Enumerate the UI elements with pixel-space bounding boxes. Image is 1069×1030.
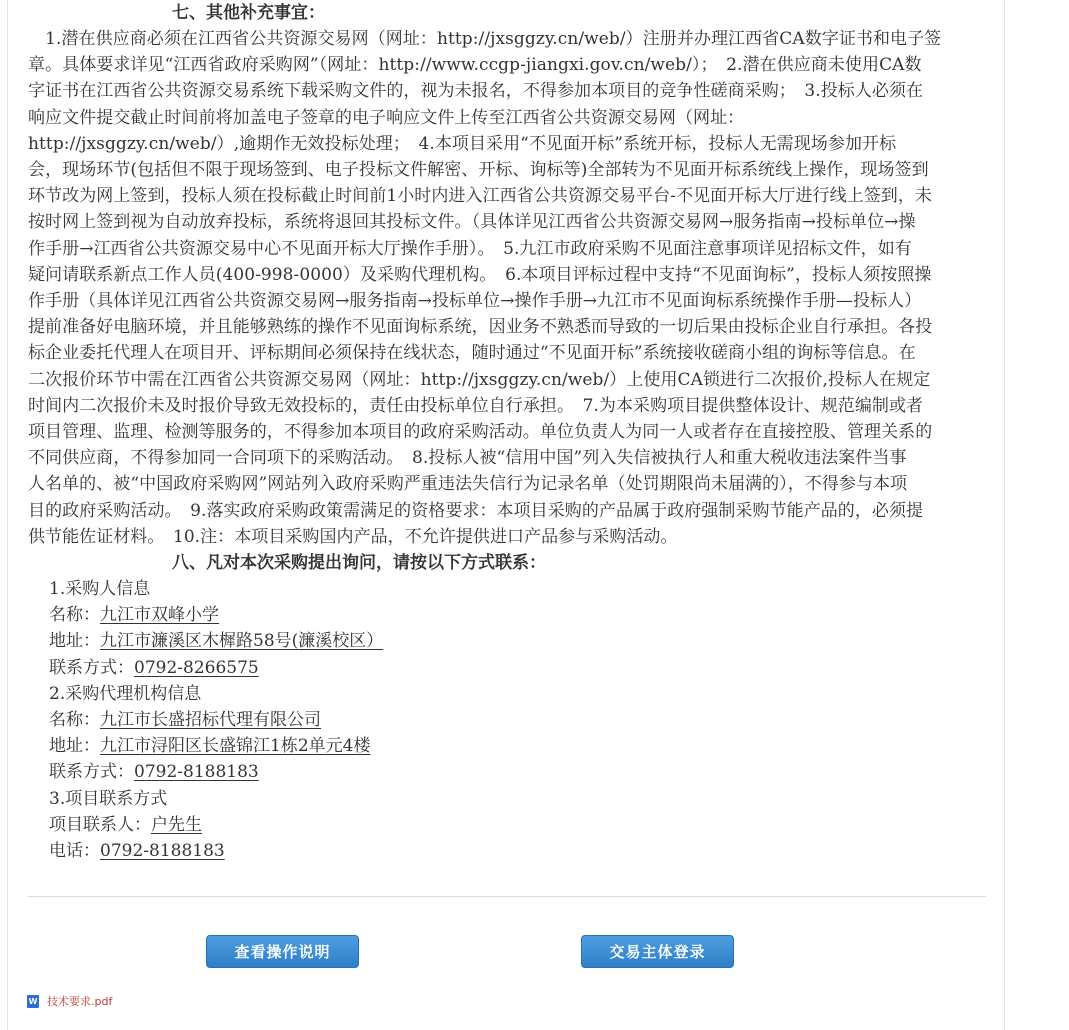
agency-name-row <box>28 707 988 733</box>
section-7-title: 七、其他补充事宜： <box>172 3 325 23</box>
contact-label: 联系方式： <box>49 762 134 783</box>
section-7-line: 不同供应商，不得参加同一合同项下的采购活动。 8.投标人被“信用中国”列入失信被执行人和重大税收违法案件当事 <box>28 448 907 469</box>
section-7-line: 人名单的、被“中国政府采购网”网站列入政府采购严重违法失信行为记录名单（处罚期限尚未届满的），不得参与本项 <box>28 474 908 495</box>
purchaser-phone-row <box>28 655 988 681</box>
section-7-line: 1.潜在供应商必须在江西省公共资源交易网（网址：http://jxsggzy.cn/web/）注册并办理江西省CA数字证书和电子签 <box>28 29 942 49</box>
section-7-line: 环节改为网上签到，投标人须在投标截止时间前1小时内进入江西省公共资源交易平台-不见面开标大厅进行线上签到，未 <box>28 186 932 207</box>
divider <box>28 896 986 897</box>
purchaser-name: 九江市双峰小学 <box>100 605 219 626</box>
contact-info <box>28 576 988 864</box>
project-contact-row <box>28 812 988 838</box>
project-contact-label: 项目联系人： <box>49 814 151 835</box>
view-instructions-button[interactable]: 查看操作说明 <box>206 935 359 968</box>
purchaser-phone: 0792-8266575 <box>134 657 259 678</box>
section-7-line: 作手册（具体详见江西省公共资源交易网→服务指南→投标单位→操作手册→九江市不见面询标系统操作手册—投标人） <box>28 291 922 312</box>
section-7-line: 时间内二次报价未及时报价导致无效投标的，责任由投标单位自行承担。 7.为本采购项目提供整体设计、规范编制或者 <box>28 395 924 416</box>
section-7-line: 标企业委托代理人在项目开、评标期间必须保持在线状态，随时通过“不见面开标”系统接收磋商小组的询标等信息。在 <box>28 343 916 364</box>
name-label: 名称： <box>49 605 100 626</box>
agency-address-row <box>28 733 988 759</box>
address-label: 地址： <box>49 631 100 652</box>
purchaser-address: 九江市濂溪区木樨路58号(濂溪校区） <box>100 631 384 652</box>
attachment-filename[interactable]: 技术要求.pdf <box>47 995 113 1008</box>
section-7-line: 二次报价环节中需在江西省公共资源交易网（网址：http://jxsggzy.cn/web/）上使用CA锁进行二次报价,投标人在规定 <box>28 369 931 390</box>
section-7-line: 提前准备好电脑环境，并且能够熟练的操作不见面询标系统，因业务不熟悉而导致的一切后果由投标企业自行承担。各投 <box>28 317 933 338</box>
agency-phone: 0792-8188183 <box>134 762 259 783</box>
contact-label: 联系方式： <box>49 657 134 678</box>
project-contact: 户先生 <box>151 814 202 835</box>
section-7-line: 章。具体要求详见“江西省政府采购网”（网址：http://www.ccgp-jiangxi.gov.cn/web/）； 2.潜在供应商未使用CA数 <box>28 55 922 76</box>
project-phone: 0792-8188183 <box>100 840 225 861</box>
agency-phone-row <box>28 759 988 785</box>
announcement-content <box>28 0 988 864</box>
section-7-line: 作手册→江西省公共资源交易中心不见面开标大厅操作手册）。 5.九江市政府采购不见面注意事项详见招标文件，如有 <box>28 238 912 259</box>
project-phone-row <box>28 838 988 864</box>
project-heading: 3.项目联系方式 <box>49 788 168 809</box>
section-7-line: 会，现场环节(包括但不限于现场签到、电子投标文件解密、开标、询标等)全部转为不见面开标系统线上操作，现场签到 <box>28 160 929 181</box>
section-7-line: 项目管理、监理、检测等服务的，不得参加本项目的政府采购活动。单位负责人为同一人或者存在直接控股、管理关系的 <box>28 422 933 443</box>
name-label: 名称： <box>49 710 100 730</box>
agency-name: 九江市长盛招标代理有限公司 <box>100 710 321 730</box>
purchaser-address-row <box>28 628 988 654</box>
agency-heading: 2.采购代理机构信息 <box>49 683 202 704</box>
entity-login-button[interactable]: 交易主体登录 <box>581 935 734 968</box>
section-7-body <box>28 26 988 550</box>
address-label: 地址： <box>49 736 100 757</box>
section-7-line: 目的政府采购活动。 9.落实政府采购政策需满足的资格要求：本项目采购的产品属于政府强制采购节能产品的，必须提 <box>28 500 924 521</box>
section-8-title: 八、凡对本次采购提出询问，请按以下方式联系： <box>172 553 546 574</box>
section-7-line: 响应文件提交截止时间前将加盖电子签章的电子响应文件上传至江西省公共资源交易网（网址： <box>28 107 745 128</box>
section-7-line: http://jxsggzy.cn/web/）,逾期作无效投标处理； 4.本项目采用“不见面开标”系统开标，投标人无需现场参加开标 <box>28 133 897 154</box>
section-7-line: 疑问请联系新点工作人员(400-998-0000）及采购代理机构。 6.本项目评标过程中支持“不见面询标”，投标人须按照操 <box>28 264 932 285</box>
purchaser-name-row <box>28 602 988 628</box>
word-file-icon: W <box>28 996 38 1006</box>
section-7-line: 按时网上签到视为自动放弃投标，系统将退回其投标文件。（具体详见江西省公共资源交易网→服务指南→投标单位→操 <box>28 212 916 233</box>
section-7-line: 供节能佐证材料。 10.注：本项目采购国内产品，不允许提供进口产品参与采购活动。 <box>28 526 678 547</box>
agency-address: 九江市浔阳区长盛锦江1栋2单元4楼 <box>100 736 371 757</box>
attachment-link[interactable] <box>27 993 112 1009</box>
phone-label: 电话： <box>49 840 100 861</box>
purchaser-heading: 1.采购人信息 <box>49 579 151 600</box>
section-7-line: 字证书在江西省公共资源交易系统下载采购文件的，视为未报名，不得参加本项目的竞争性磋商采购； 3.投标人必须在 <box>28 81 924 102</box>
